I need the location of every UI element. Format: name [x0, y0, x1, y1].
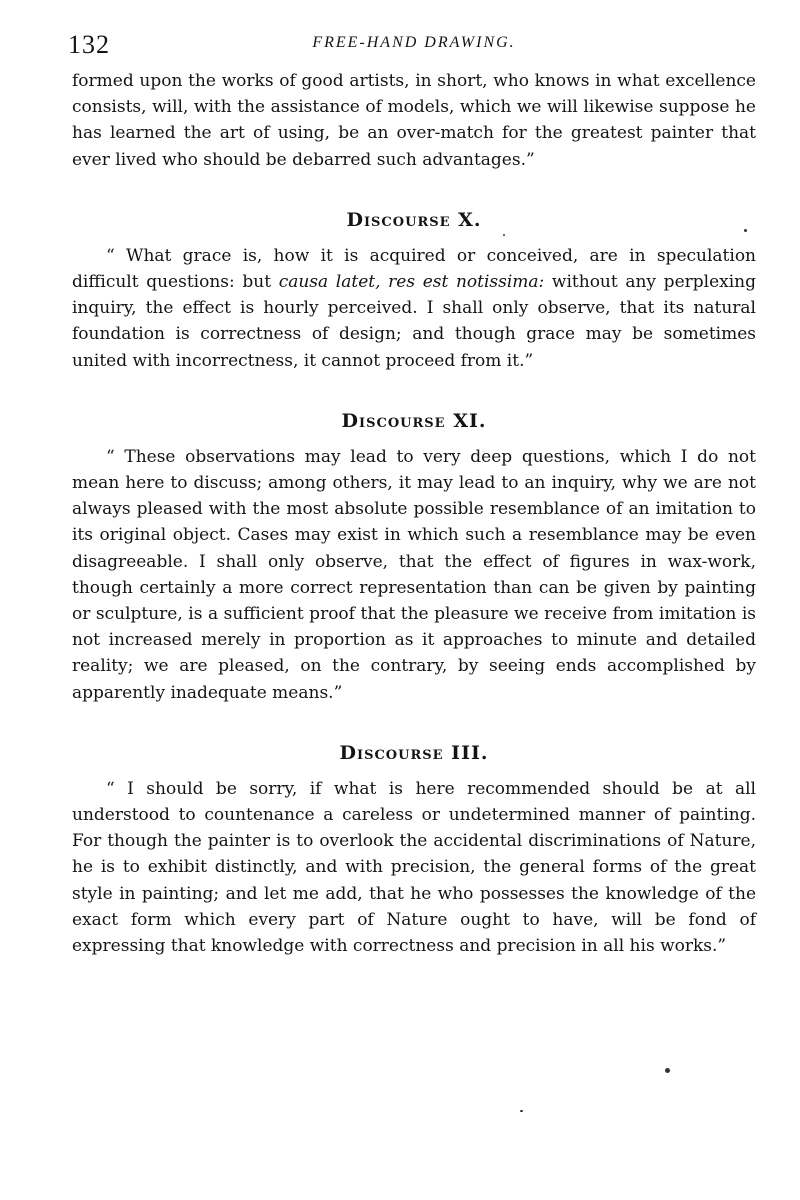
page-number: 132 — [68, 30, 110, 59]
discourse-x-heading: Discourse X. — [346, 208, 482, 231]
ink-blot — [665, 1068, 670, 1073]
discourse-x-text-after: without any perplexing inquiry, the effect is hourly perceived. I shall only observe, that its natural foundation is correctness of design; and though grace may be sometimes united with incorrectness, it cannot proceed from it.” — [72, 272, 756, 371]
paper-speck — [520, 1110, 523, 1112]
discourse-iii-heading: Discourse III. — [339, 741, 489, 764]
discourse-x-paragraph — [72, 243, 756, 374]
discourse-iii-paragraph: “ I should be sorry, if what is here recommended should be at all understood to countenance a careless or undetermined manner of painting. For though the painter is to overlook the accidental discriminations of Nature, he is to exhibit distinctly, and with precision, the general forms of the great style in painting; and let me add, that he who possesses the knowledge of the exact form which every part of Nature ought to have, will be fond of expressing that knowledge with correctness and precision in all his works.” — [72, 778, 756, 957]
running-head — [68, 26, 756, 60]
running-title: FREE-HAND DRAWING. — [312, 34, 516, 51]
book-page — [68, 26, 756, 959]
opening-paragraph: formed upon the works of good artists, in short, who knows in what excellence consists, will, with the assistance of models, which we will likewise suppose he has learned the art of using, be an over-match for the greatest painter that ever lived who should be debarred such advantages.” — [72, 71, 756, 170]
latin-phrase: causa latet, res est notissima: — [278, 272, 545, 293]
discourse-xi-paragraph: “ These observations may lead to very deep questions, which I do not mean here to discuss; among others, it may lead to an inquiry, why we are not always pleased with the most absolute possible resemblance of an imitation to its original object. Cases may exist in which such a resemblance may be even disagreeable. I shall only observe, that the effect of figures in wax-work, though certainly a more correct representation than can be given by painting or sculpture, is a sufficient proof that the pleasure we receive from imitation is not increased merely in proportion as it approaches to minute and detailed reality; we are pleased, on the contrary, by seeing ends accomplished by apparently inadequate means.” — [72, 446, 756, 703]
discourse-xi-heading: Discourse XI. — [341, 409, 487, 432]
paper-speck — [503, 234, 505, 236]
discourse-x-text-before: “ What grace is, how it is acquired or conceived, are in speculation difficult questions: but — [72, 245, 756, 293]
paper-speck — [744, 229, 747, 232]
